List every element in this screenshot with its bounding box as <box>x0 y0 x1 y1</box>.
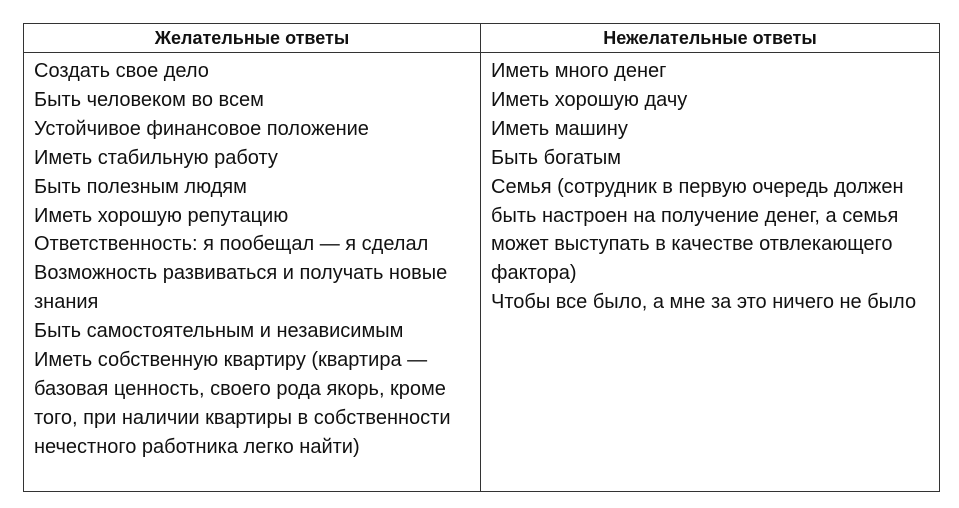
header-row <box>24 24 940 53</box>
list-item: Иметь машину <box>491 117 628 140</box>
list-item: Возможность развиваться и получать новые знания <box>34 262 448 314</box>
list-item: Ответственность: я пообещал — я сделал <box>34 233 429 256</box>
undesirable-header: Нежелательные ответы <box>481 24 940 53</box>
body-row <box>24 53 940 492</box>
list-item: Быть богатым <box>491 146 622 169</box>
answers-table <box>23 23 940 492</box>
list-item: Быть полезным людям <box>34 175 247 198</box>
list-item: Создать свое дело <box>34 60 209 82</box>
list-item: Иметь много денег <box>491 60 667 82</box>
list-item: Иметь хорошую репутацию <box>34 204 289 227</box>
list-item: Иметь собственную квартиру (квартира — базовая ценность, своего рода якорь, кроме того, при наличии квартиры в собственности нечестного работника легко найти) <box>34 349 451 458</box>
desirable-header: Желательные ответы <box>24 24 481 53</box>
list-item: Иметь хорошую дачу <box>491 88 688 111</box>
list-item: Быть самостоятельным и независимым <box>34 320 404 343</box>
list-item: Устойчивое финансовое положение <box>34 117 369 140</box>
desirable-list <box>34 57 470 462</box>
list-item: Быть человеком во всем <box>34 88 264 111</box>
list-item: Семья (сотрудник в первую очередь должен быть настроен на получение денег, а семья может выступать в качестве отвлекающего фактора) <box>491 175 904 285</box>
undesirable-cell <box>481 53 940 492</box>
undesirable-list <box>491 57 929 317</box>
list-item: Иметь стабильную работу <box>34 146 278 169</box>
list-item: Чтобы все было, а мне за это ничего не было <box>491 291 917 314</box>
desirable-cell <box>24 53 481 492</box>
